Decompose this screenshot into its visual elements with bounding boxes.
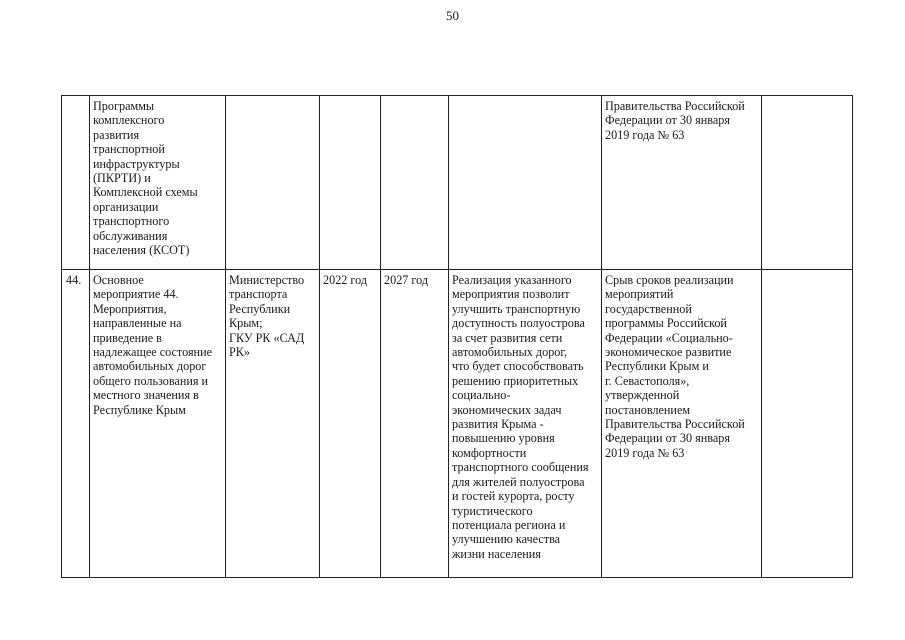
- cell-measure-name: Программы комплексного развития транспортной инфраструктуры (ПКРТИ) и Комплексной схемы организации транспортного обслуживания населения (КСОТ): [90, 96, 226, 270]
- cell-executor: Министерство транспорта Республики Крым; ГКУ РК «САД РК»: [226, 270, 320, 578]
- cell-end-year: 2027 год: [381, 270, 449, 578]
- cell-expected-result: Реализация указанного мероприятия позволит улучшить транспортную доступность полуострова за счет развития сети автомобильных дорог, что будет способствовать решению приоритетных социально- экономических задач развития Крыма - повышению уровня комфортности транспортного сообщения для жителей полуострова и гостей курорта, росту туристического потенциала региона и улучшению качества жизни населения: [449, 270, 602, 578]
- page-number: 50: [446, 8, 459, 23]
- cell-expected-result: [449, 96, 602, 270]
- table-row: [62, 270, 853, 578]
- cell-executor: [226, 96, 320, 270]
- cell-number: [62, 96, 90, 270]
- table-row: [62, 96, 853, 270]
- program-measures-table: [61, 95, 853, 578]
- cell-link: [762, 270, 853, 578]
- cell-measure-name: Основное мероприятие 44. Мероприятия, направленные на приведение в надлежащее состояние автомобильных дорог общего пользования и местного значения в Республике Крым: [90, 270, 226, 578]
- program-table-wrapper: [61, 95, 853, 578]
- cell-consequences: Правительства Российской Федерации от 30 января 2019 года № 63: [602, 96, 762, 270]
- cell-link: [762, 96, 853, 270]
- cell-start-year: [320, 96, 381, 270]
- cell-end-year: [381, 96, 449, 270]
- cell-number: 44.: [62, 270, 90, 578]
- cell-start-year: 2022 год: [320, 270, 381, 578]
- cell-consequences: Срыв сроков реализации мероприятий государственной программы Российской Федерации «Социально- экономическое развитие Республики Крым и г. Севастополя», утвержденной постановлением Правительства Российской Федерации от 30 января 2019 года № 63: [602, 270, 762, 578]
